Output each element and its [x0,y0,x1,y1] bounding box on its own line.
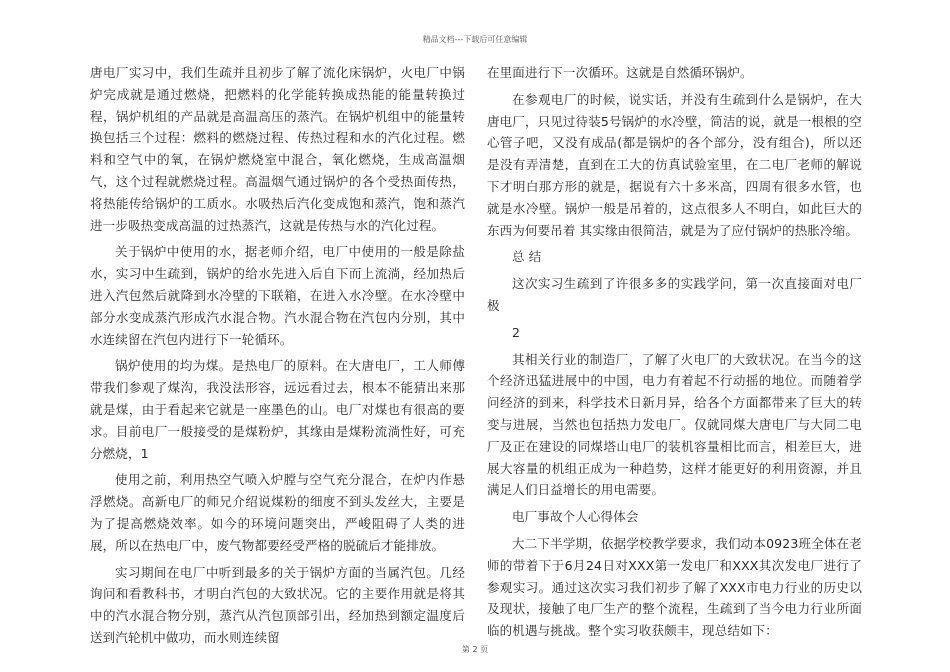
right-column [487,62,862,647]
section-heading: 电厂事故个人心得体会 [512,509,639,525]
section-heading: 总 结 [512,249,542,265]
paragraph: 大二下半学期，依据学校教学要求，我们动本0923班全体在老师的带着下于6月24日对XXX第一发电厂和XXX其次发电厂进行了参观实习。通过这次实习我们初步了解了XXX市电力行业的历史以及现状，接触了电厂生产的整个流程，生疏到了当今电力行业所面临的机遇与挑战。整个实习收获颇丰，现总结如下： [487,535,862,639]
left-column [90,62,465,654]
page-footer: 第 2 页 [461,645,489,654]
paragraph: 其相关行业的制造厂，了解了火电厂的大致状况。在当今的这个经济迅猛进展中的中国，电力有着起不行动摇的地位。而随着学问经济的到来，科学技术日新月异，给各个方面都带来了巨大的转变与进展，当然也包括热力发电厂。仅就同煤大唐电厂与大同二电厂及正在建设的同煤塔山电厂的装机容量相比而言，相差巨大，进展大容量的机组正成为一种趋势，这样才能更好的利用资源，并且满足人们日益增长的用电需要。 [487,351,862,498]
paragraph: 唐电厂实习中，我们生疏并且初步了解了流化床锅炉，火电厂中锅炉完成就是通过燃烧，把燃料的化学能转换成热能的能量转换过程，锅炉机组的产品就是高温高压的蒸汽。在锅炉机组中的能量转换包括三个过程：燃料的燃烧过程、传热过程和水的汽化过程。燃料和空气中的氧，在锅炉燃烧室中混合，氧化燃烧，生成高温烟气，这个过程就燃烧过程。高温烟气通过锅炉的各个受热面传热，将热能传给锅炉的工质水。水吸热后汽化变成饱和蒸汽，饱和蒸汽进一步吸热变成高温的过热蒸汽，这就是传热与水的汽化过程。 [90,65,465,233]
paragraph: 关于锅炉中使用的水，据老师介绍，电厂中使用的一般是除盐水，实习中生疏到，锅炉的给水先进入后自下而上流淌，经加热后进入汽包然后就降到水冷壁的下联箱，在进入水冷壁。在水冷壁中部分水变成蒸汽形成汽水混合物。汽水混合物在汽包内分别，其中水连续留在汽包内进行下一轮循环。 [90,244,465,347]
paragraph: 在里面进行下一次循环。这就是自然循环锅炉。 [487,65,753,80]
paragraph: 在参观电厂的时候，说实话，并没有生疏到什么是锅炉，在大唐电厂，只见过待装5号锅炉的水冷壁，简洁的说，就是一根根的空心管子吧，又没有成品(都是锅炉的各个部分，没有组合)，所以还是没有弄清楚，直到在工大的仿真试验室里，在二电厂老师的解说下才明白那方形的就是，据说有六十多米高，四周有很多水管，也就是水冷壁。锅炉一般是吊着的，这点很多人不明白，如此巨大的东西为何要吊着 其实缘由很简洁，就是为了应付锅炉的热胀冷缩。 [487,91,862,238]
paragraph: 实习期间在电厂中听到最多的关于锅炉方面的当属汽包。几经询问和看教科书，才明白汽包的大致状况。它的主要作用就是将其中的汽水混合物分别，蒸汽从汽包顶部引出，经加热到额定温度后送到汽轮机中做功，而水则连续留 [90,564,465,645]
page-number-inline: 2 [512,324,521,340]
paragraph: 这次实习生疏到了许很多多的实践学问，第一次直接面对电厂极 [487,276,862,313]
paragraph: 使用之前，利用热空气喷入炉膛与空气充分混合，在炉内作悬浮燃烧。高新电厂的师兄介绍说煤粉的细度不到头发丝大，主要是为了提高燃烧效率。如今的环境问题突出，严峻阻碍了人类的进展，所以在热电厂中，废气物都要经受严格的脱硫后才能排放。 [90,472,465,553]
paragraph: 锅炉使用的均为煤。是热电厂的原料。在大唐电厂，工人师傅带我们参观了煤沟，我没法形容，远远看过去，根本不能猜出来那就是煤，由于看起来它就是一座墨色的山。电厂对煤也有很高的要求。目前电厂一般接受的是煤粉炉，其缘由是煤粉流淌性好，可充分燃烧，1 [90,358,465,461]
page-header: 精品文档---下载后可任意编辑 [422,35,528,44]
